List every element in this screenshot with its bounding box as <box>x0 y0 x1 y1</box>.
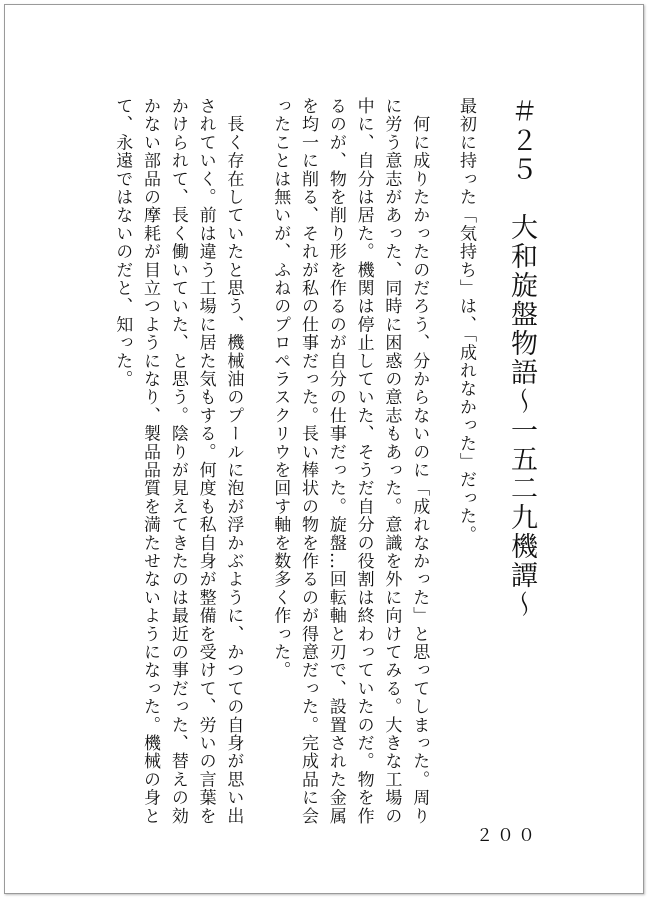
text-line: 長く存在していたと思う、機械油のプールに泡が浮かぶように、かつての自身が思い出 <box>223 97 244 825</box>
vertical-text-body <box>107 97 551 825</box>
text-line: るのが、物を削り形を作るのが自分の仕事だった。旋盤…回転軸と刃で、設置された金属 <box>325 97 346 825</box>
text-line: かない部品の摩耗が目立つようになり、製品品質を満たせないようになった。機械の身と <box>140 97 161 825</box>
text-line: 何に成りたかったのだろう、分からないのに「成れなかった」と思ってしまった。周り <box>409 97 430 825</box>
page-number: ２００ <box>476 826 539 846</box>
chapter-title: ＃２５ 大和旋盤物語～一五二九機譚～ <box>506 97 537 619</box>
text-line: に労う意志があった、同時に困惑の意志もあった。意識を外に向けてみる。大きな工場の <box>381 97 402 825</box>
text-line: ったことは無いが、ふねのプロペラスクリウを回す軸を数多く作った。 <box>270 97 291 680</box>
text-line: かけられて、長く働いていた、と思う。陰りが見えてきたのは最近の事だった、替えの効 <box>167 97 188 825</box>
text-line: されていく。前は違う工場に居た気もする。何度も私自身が整備を受けて、労いの言葉を <box>195 97 216 825</box>
book-page <box>4 4 644 894</box>
text-line: を均一に削る、それが私の仕事だった。長い棒状の物を作るのが得意だった。完成品に会 <box>298 97 319 825</box>
text-line: て、永遠ではないのだと、知った。 <box>112 97 133 389</box>
text-line: 最初に持った「気持ち」は、「成れなかった」だった。 <box>456 97 476 544</box>
text-line: 中に、自分は居た。機関は停止していた、そうだ自分の役割は終わっていたのだ。物を作 <box>353 97 374 825</box>
